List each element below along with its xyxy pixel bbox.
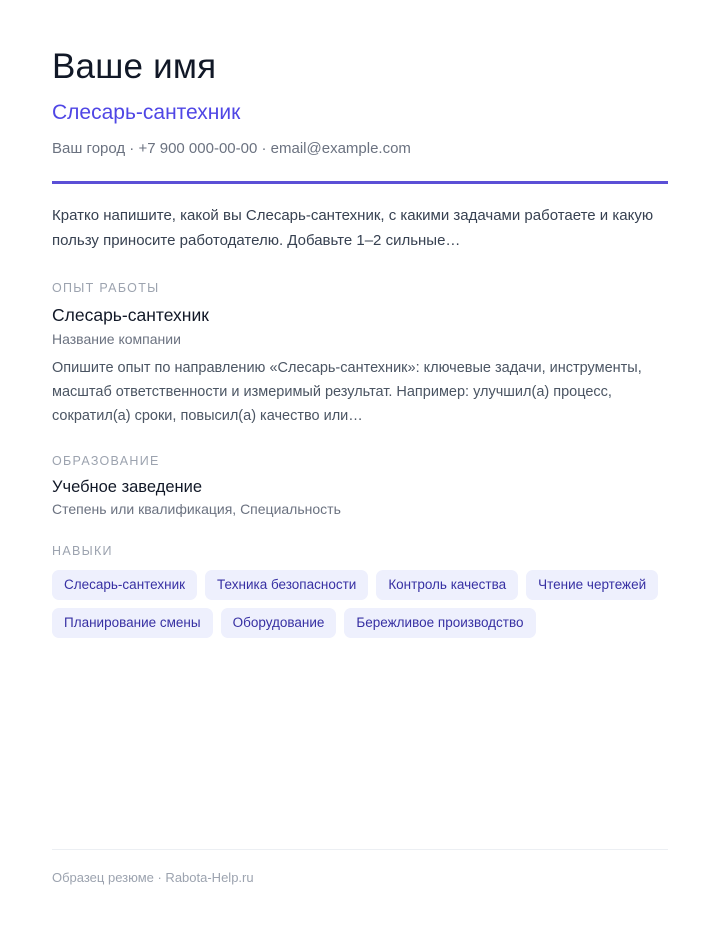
candidate-role: Слесарь-сантехник	[52, 101, 241, 124]
company-name: Название компании	[52, 331, 181, 347]
education-section-title: ОБРАЗОВАНИЕ	[52, 454, 160, 468]
job-description: Опишите опыт по направлению «Слесарь-сантехник»: ключевые задачи, инструменты, масштаб ответственности и измеримый результат. Например: улучшил(а) процесс, сократил(а) сроки, повысил(а) качество или…	[52, 360, 642, 424]
header-divider	[52, 181, 668, 184]
skill-chip: Бережливое производство	[344, 608, 535, 638]
skills-section-title: НАВЫКИ	[52, 544, 113, 558]
summary-text: Кратко напишите, какой вы Слесарь-сантехник, с какими задачами работаете и какую пользу приносите работодателю. Добавьте 1–2 сильные…	[52, 207, 654, 249]
skills-list	[52, 570, 672, 638]
skill-chip: Техника безопасности	[205, 570, 368, 600]
education-details: Степень или квалификация, Специальность	[52, 501, 341, 517]
education-institution: Учебное заведение	[52, 478, 203, 496]
experience-section-title: ОПЫТ РАБОТЫ	[52, 281, 160, 295]
contact-line: Ваш город · +7 900 000-00-00 · email@example.com	[52, 140, 411, 157]
skill-chip: Контроль качества	[376, 570, 518, 600]
job-title: Слесарь-сантехник	[52, 305, 209, 325]
skill-chip: Слесарь-сантехник	[52, 570, 197, 600]
skill-chip: Чтение чертежей	[526, 570, 658, 600]
skill-chip: Планирование смены	[52, 608, 213, 638]
footer-divider	[52, 849, 668, 850]
candidate-name: Ваше имя	[52, 47, 217, 86]
skill-chip: Оборудование	[221, 608, 337, 638]
footer-text: Образец резюме · Rabota-Help.ru	[52, 870, 254, 885]
